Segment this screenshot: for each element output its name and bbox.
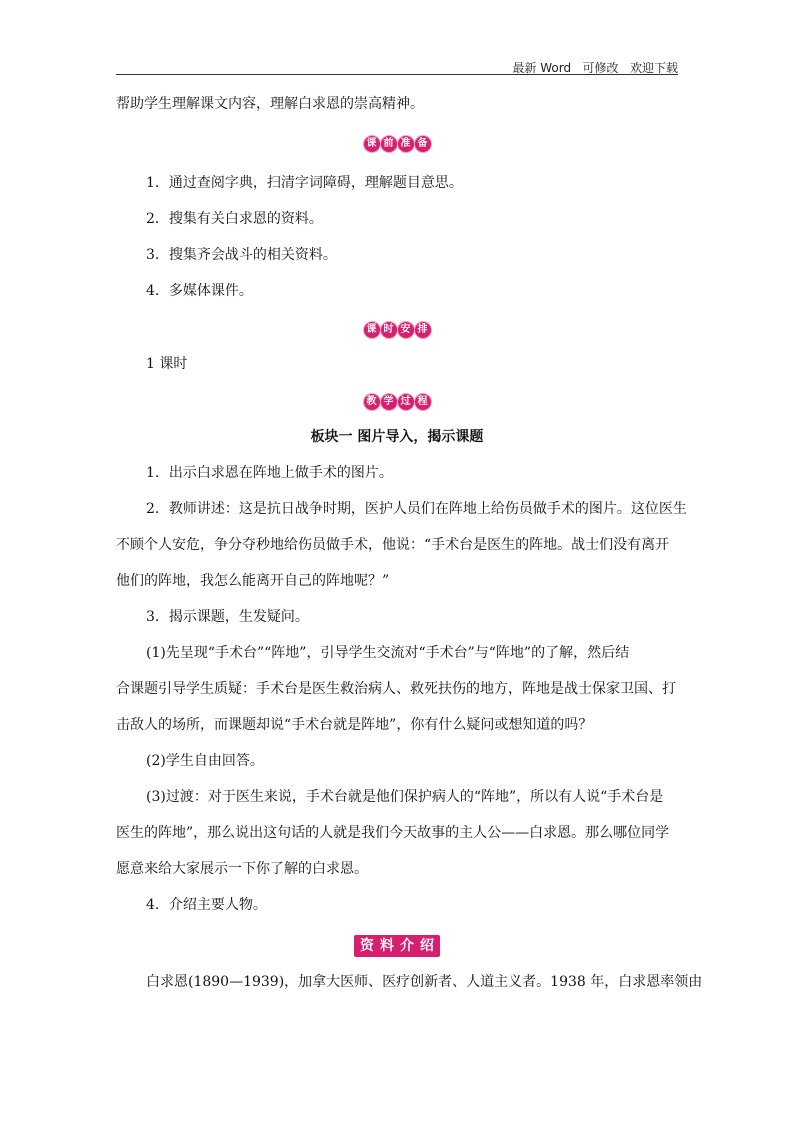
badge-char: 前: [381, 136, 397, 152]
process-line: 合课题引导学生质疑：手术台是医生救治病人、救死扶伤的地方，阵地是战士保家卫国、打: [116, 681, 676, 697]
process-line: 愿意来给大家展示一下你了解的白求恩。: [116, 861, 368, 877]
process-line: 医生的阵地”，那么说出这句话的人就是我们今天故事的主人公——白求恩。那么哪位同学: [116, 825, 670, 841]
badge-char: 教: [364, 394, 380, 410]
badge-char: 准: [398, 136, 414, 152]
header-divider: [116, 74, 678, 75]
process-line: 不顾个人安危，争分夺秒地给伤员做手术，他说：“手术台是医生的阵地。战士们没有离开: [116, 537, 670, 553]
process-line: 2．教师讲述：这是抗日战争时期，医护人员们在阵地上给伤员做手术的图片。这位医生: [146, 501, 687, 517]
process-line: (3)过渡：对于医生来说，手术台就是他们保护病人的“阵地”，所以有人说“手术台是: [146, 789, 664, 805]
section-badge-material: [116, 935, 678, 957]
process-line: 击敌人的场所，而课题却说“手术台就是阵地”，你有什么疑问或想知道的吗？: [116, 717, 593, 733]
badge-char: 绍: [420, 938, 434, 954]
badge-char: 学: [381, 394, 397, 410]
process-line: 1．出示白求恩在阵地上做手术的图片。: [146, 465, 393, 481]
badge-char: 课: [364, 322, 380, 338]
prep-item-4: 4．多媒体课件。: [146, 283, 253, 299]
section-badge-process: [116, 394, 678, 410]
section-badge-prep: [116, 136, 678, 152]
badge-char: 资: [360, 938, 374, 954]
badge-char: 程: [415, 394, 431, 410]
block-title: 板块一 图片导入，揭示课题: [310, 429, 484, 445]
badge-char: 备: [415, 136, 431, 152]
badge-char: 课: [364, 136, 380, 152]
prep-item-2: 2．搜集有关白求恩的资料。: [146, 211, 323, 227]
badge-char: 排: [415, 322, 431, 338]
process-line: 4．介绍主要人物。: [146, 897, 267, 913]
badge-char: 时: [381, 322, 397, 338]
process-line: 3．揭示课题，生发疑问。: [146, 609, 309, 625]
schedule-text: 1 课时: [146, 356, 188, 372]
section-badge-schedule: [116, 322, 678, 338]
badge-char: 介: [400, 938, 414, 954]
prep-item-1: 1．通过查阅字典，扫清字词障碍，理解题目意思。: [146, 175, 463, 191]
material-text: 白求恩(1890—1939)，加拿大医师、医疗创新者、人道主义者。1938 年，白求恩率领由: [146, 974, 703, 990]
badge-char: 料: [380, 938, 394, 954]
prep-item-3: 3．搜集齐会战斗的相关资料。: [146, 247, 337, 263]
page-header: 最新 Word 可修改 欢迎下载: [512, 61, 678, 75]
process-line: (1)先呈现“手术台”“阵地”，引导学生交流对“手术台”与“阵地”的了解，然后结: [146, 645, 630, 661]
intro-text: 帮助学生理解课文内容，理解白求恩的崇高精神。: [116, 96, 424, 112]
badge-char: 过: [398, 394, 414, 410]
process-line: (2)学生自由回答。: [146, 753, 264, 769]
badge-char: 安: [398, 322, 414, 338]
process-line: 他们的阵地，我怎么能离开自己的阵地呢？”: [116, 573, 390, 589]
